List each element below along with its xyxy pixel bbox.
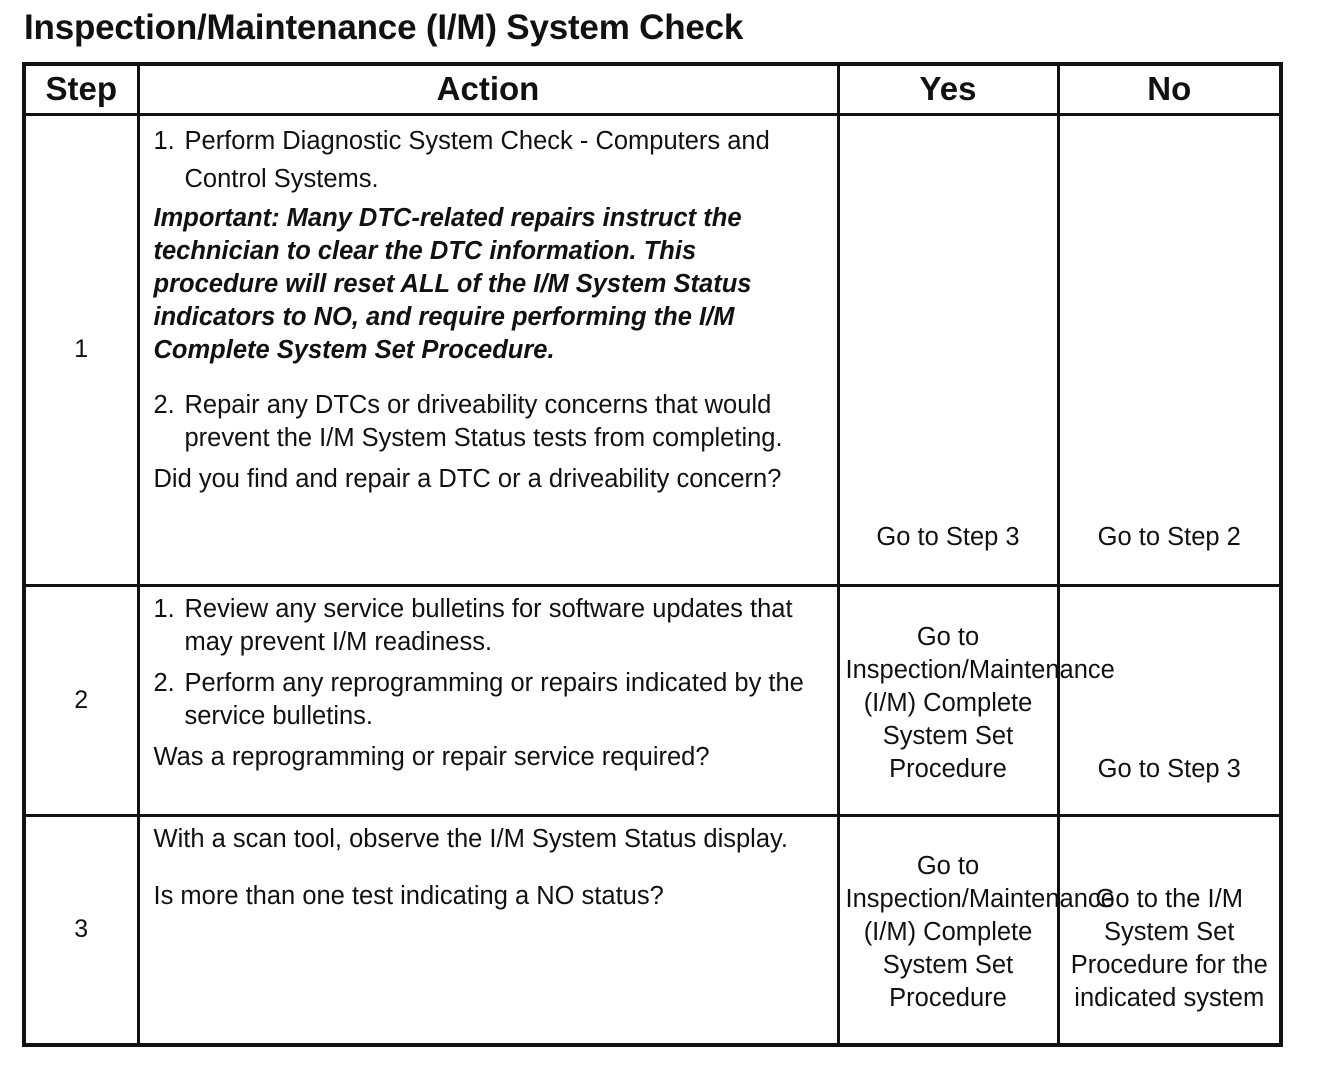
header-no: No	[1058, 64, 1281, 114]
action-cell	[138, 585, 838, 815]
item-number: 1.	[153, 594, 175, 623]
no-outcome: Go to Step 3	[1058, 585, 1281, 815]
yes-outcome: Go to Step 3	[838, 114, 1058, 585]
header-step: Step	[24, 64, 138, 114]
item-text: Review any service bulletins for software updates that may prevent I/M readiness.	[184, 594, 793, 656]
header-action: Action	[138, 64, 838, 114]
no-outcome: Go to Step 2	[1058, 114, 1281, 585]
item-text: Perform any reprogramming or repairs indicated by the service bulletins.	[184, 668, 804, 730]
action-cell	[138, 815, 838, 1045]
yes-outcome: Go to Inspection/Maintenance (I/M) Complete System Set Procedure	[838, 585, 1058, 815]
action-item	[154, 389, 827, 455]
page-title: Inspection/Maintenance (I/M) System Check	[24, 8, 744, 47]
item-number: 1.	[153, 126, 175, 155]
item-number: 2.	[153, 668, 175, 697]
table-header-row	[24, 64, 1281, 114]
step-number: 3	[24, 815, 138, 1045]
header-yes: Yes	[838, 64, 1058, 114]
action-question: Was a reprogramming or repair service required?	[153, 742, 710, 771]
action-question: Did you find and repair a DTC or a driveability concern?	[153, 464, 782, 493]
action-item	[154, 667, 827, 733]
action-question: Is more than one test indicating a NO status?	[153, 881, 664, 910]
table-row	[24, 815, 1281, 1045]
no-outcome: Go to the I/M System Set Procedure for the indicated system	[1058, 815, 1281, 1045]
important-note: Important: Many DTC-related repairs instruct the technician to clear the DTC information. This procedure will reset ALL of the I/M System Status indicators to NO, and require performing the I/M Complete System Set Procedure.	[153, 203, 752, 364]
action-text: With a scan tool, observe the I/M System Status display.	[153, 824, 788, 853]
action-item	[154, 593, 827, 659]
step-number: 1	[24, 114, 138, 585]
action-cell	[138, 114, 838, 585]
item-number: 2.	[153, 390, 175, 419]
item-text: Perform Diagnostic System Check - Computers and Control Systems.	[184, 126, 770, 193]
system-check-table	[22, 62, 1283, 1047]
step-number: 2	[24, 585, 138, 815]
item-text: Repair any DTCs or driveability concerns that would prevent the I/M System Status tests from completing.	[184, 390, 783, 452]
yes-outcome: Go to Inspection/Maintenance (I/M) Complete System Set Procedure	[838, 815, 1058, 1045]
table-row	[24, 114, 1281, 585]
table-row	[24, 585, 1281, 815]
action-item	[154, 122, 827, 198]
